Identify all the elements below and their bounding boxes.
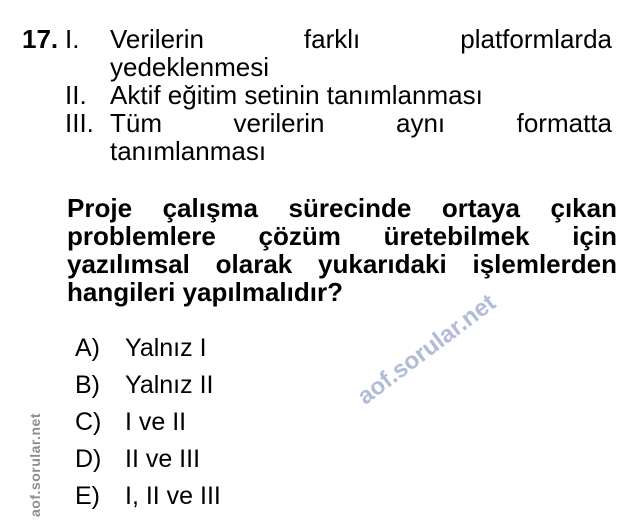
option-text: Yalnız I — [125, 334, 207, 362]
item-line: Aktif eğitim setinin tanımlanması — [110, 80, 483, 110]
list-item — [65, 81, 612, 109]
option-text: I, II ve III — [125, 482, 221, 510]
options-list — [75, 334, 221, 519]
item-text — [110, 109, 612, 165]
option-text: II ve III — [125, 445, 201, 473]
stem-line: hangileri yapılmalıdır? — [67, 277, 343, 307]
option-text: Yalnız II — [125, 371, 214, 399]
item-line: tanımlanması — [110, 136, 267, 166]
item-numeral: III. — [65, 108, 94, 138]
list-item — [65, 109, 612, 165]
option-letter: C) — [75, 408, 102, 436]
roman-numeral-list — [65, 25, 612, 165]
item-numeral: II. — [65, 80, 87, 110]
stem-line: problemlere çözüm üretebilmek için — [67, 221, 617, 251]
item-line: Verilerin farklı platformlarda — [110, 24, 612, 54]
option-letter: D) — [75, 445, 102, 473]
watermark-vertical: aof.sorular.net — [27, 413, 43, 517]
option-text: I ve II — [125, 408, 187, 436]
item-text — [110, 25, 612, 81]
stem-line: yazılımsal olarak yukarıdaki işlemlerden — [67, 249, 617, 279]
option-letter: E) — [75, 482, 100, 510]
option-a — [75, 334, 221, 362]
item-line: Tüm verilerin aynı formatta — [110, 108, 612, 138]
option-c — [75, 408, 221, 436]
question-stem — [67, 194, 617, 306]
question-number: 17. — [22, 24, 59, 54]
item-numeral: I. — [65, 24, 80, 54]
item-text — [110, 81, 612, 109]
option-d — [75, 445, 221, 473]
option-e — [75, 482, 221, 510]
option-letter: A) — [75, 334, 100, 362]
option-b — [75, 371, 221, 399]
stem-line: Proje çalışma sürecinde ortaya çıkan — [67, 193, 617, 223]
watermark-diagonal: aof.sorular.net — [352, 289, 501, 411]
item-line: yedeklenmesi — [110, 52, 269, 82]
list-item — [65, 25, 612, 81]
option-letter: B) — [75, 371, 100, 399]
